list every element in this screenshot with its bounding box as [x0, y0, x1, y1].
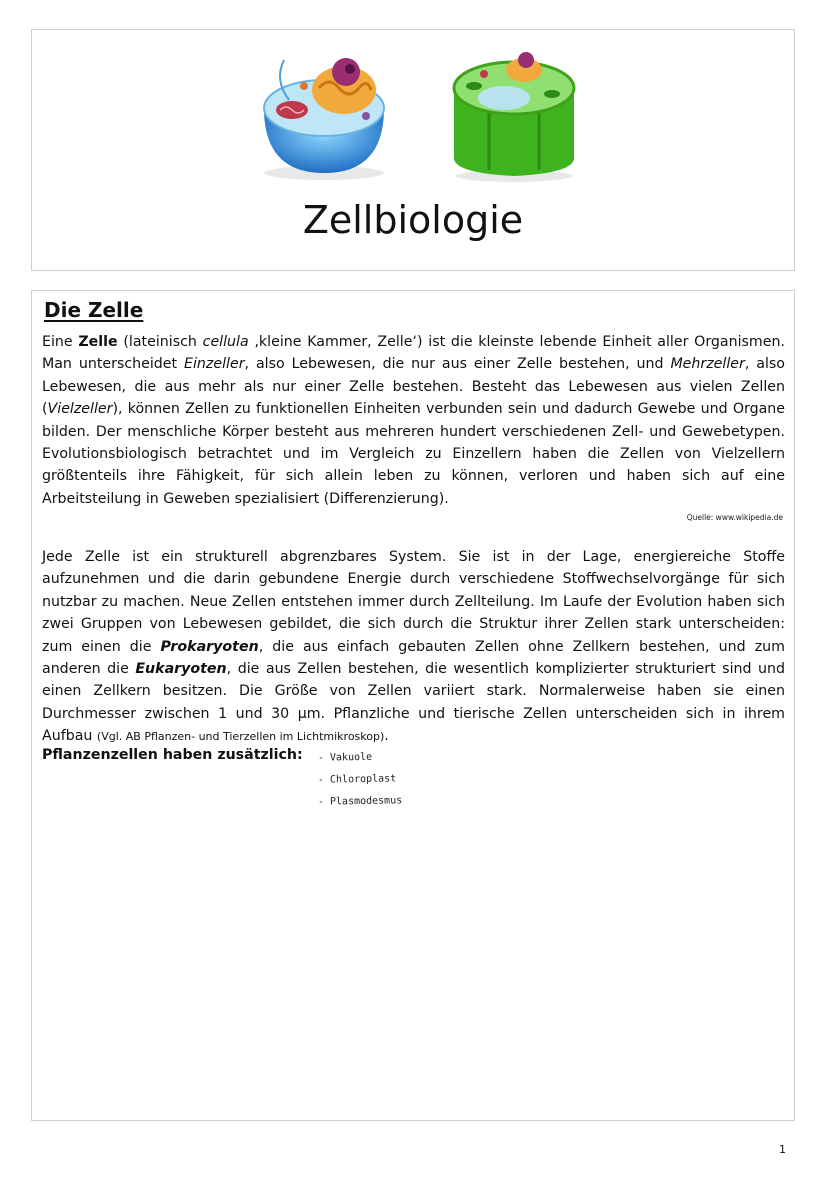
page-title: Zellbiologie: [302, 198, 524, 242]
animal-cell-illustration: [244, 38, 404, 183]
handwritten-note: - Vakuole: [317, 751, 373, 764]
content-box: [31, 290, 795, 1121]
plant-cell-illustration: [444, 38, 584, 183]
paragraph-cell-system: Jede Zelle ist ein strukturell abgrenzbares System. Sie ist in der Lage, energiereiche Stoffe aufzunehmen und die darin gebundene Energie durch verschiedene Stoffwechselvorgänge für sich nutzbar zu machen. Neue Zellen entstehen immer durch Zellteilung. Im Laufe der Evolution haben sich zwei Gruppen von Lebewesen gebildet, die sich durch die Struktur ihrer Zellen stark unterscheiden: zum einen die Prokaryoten, die aus einfach gebauten Zellen ohne Zellkern bestehen, und zum anderen die Eukaryoten, die aus Zellen bestehen, die wesentlich komplizierter strukturiert sind und einen Zellkern besitzen. Die Größe von Zellen variiert stark. Normalerweise haben sie einen Durchmesser zwischen 1 und 30 µm. Pflanzliche und tierische Zellen unterscheiden sich in ihrem Aufbau (Vgl. AB Pflanzen- und Tierzellen im Lichtmikroskop).: [42, 549, 786, 745]
handwritten-notes-list: [318, 751, 402, 817]
worksheet-reference: (Vgl. AB Pflanzen- und Tierzellen im Lichtmikroskop): [96, 730, 385, 744]
paragraph-cell-definition: Eine Zelle (lateinisch cellula ‚kleine Kammer, Zelle‘) ist die kleinste lebende Einheit aller Organismen. Man unterscheidet Einzeller, also Lebewesen, die nur aus einer Zelle bestehen, und Mehrzeller, also Lebewesen, die aus mehr als nur einer Zelle bestehen. Besteht das Lebewesen aus vielen Zellen (Vielzeller), können Zellen zu funktionellen Einheiten verbunden sein und dadurch Gewebe und Organe bilden. Der menschliche Körper besteht aus mehreren hundert verschiedenen Zell- und Gewebetypen. Evolutionsbiologisch betrachtet und im Vergleich zu Einzellern haben die Zellen von Vielzellern größtenteils ihre Fähigkeit, für sich allein leben zu können, verloren und haben sich auf eine Arbeitsteilung in Geweben spezialisiert (Differenzierung).: [42, 334, 785, 507]
section-heading: Die Zelle: [44, 298, 144, 322]
plant-cell-extras-label: Pflanzenzellen haben zusätzlich:: [42, 747, 303, 763]
title-box: [31, 29, 795, 271]
source-citation: Quelle: www.wikipedia.de: [686, 513, 783, 522]
handwritten-note: - Chloroplast: [317, 773, 397, 786]
page-number: 1: [779, 1143, 786, 1156]
handwritten-note: - Plasmodesmus: [317, 795, 403, 808]
